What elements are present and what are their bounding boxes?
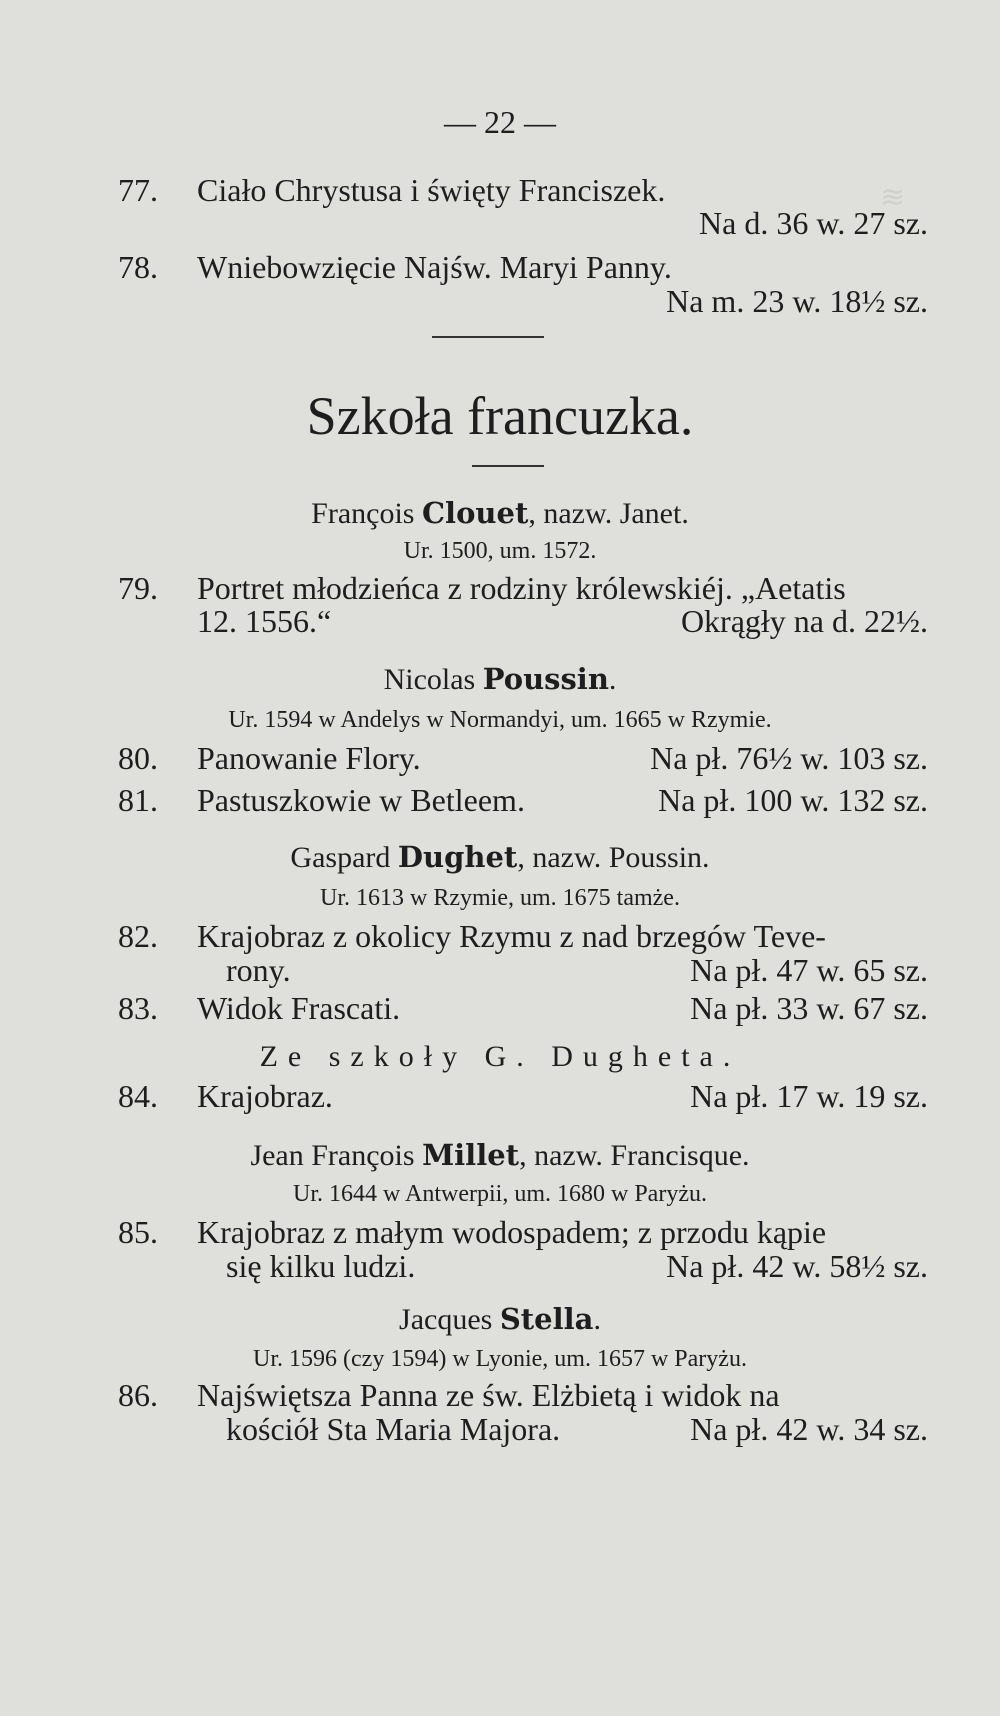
artist-first-name: Jean François bbox=[250, 1139, 423, 1172]
artist-surname: Millet bbox=[422, 1138, 520, 1172]
entry-title-continued: 12. 1556.“ bbox=[197, 603, 332, 639]
artist-dates: Ur. 1596 (czy 1594) w Lyonie, um. 1657 w Paryżu. bbox=[253, 1346, 747, 1372]
section-title: Szkoła francuzka. bbox=[306, 386, 694, 446]
artist-alias: . bbox=[593, 1303, 601, 1336]
entry-title: Panowanie Flory. bbox=[197, 740, 421, 776]
entry-size: Okrągły na d. 22½. bbox=[680, 603, 928, 639]
entry-number: 83. bbox=[118, 990, 158, 1026]
artist-dates: Ur. 1594 w Andelys w Normandyi, um. 1665 w Rzymie. bbox=[228, 707, 772, 733]
artist-alias: , nazw. Francisque. bbox=[519, 1139, 750, 1172]
entry-size: Na pł. 47 w. 65 sz. bbox=[690, 952, 928, 988]
artist-heading bbox=[0, 1138, 1000, 1173]
page-number: — 22 — bbox=[444, 104, 556, 140]
artist-surname: Clouet bbox=[421, 496, 529, 530]
entry-title: Wniebowzięcie Najśw. Maryi Panny. bbox=[197, 249, 672, 285]
entry-number: 86. bbox=[118, 1377, 158, 1413]
artist-heading bbox=[0, 496, 1000, 531]
entry-size: Na pł. 42 w. 58½ sz. bbox=[666, 1248, 928, 1284]
entry-title: Krajobraz z okolicy Rzymu z nad brzegów Teve- bbox=[197, 918, 826, 954]
entry-title: Widok Frascati. bbox=[197, 990, 401, 1026]
entry-title-continued: kościół Sta Maria Majora. bbox=[226, 1411, 561, 1447]
entry-title: Pastuszkowie w Betleem. bbox=[197, 782, 525, 818]
entry-number: 85. bbox=[118, 1214, 158, 1250]
entry-number: 79. bbox=[118, 570, 158, 606]
artist-surname: Dughet bbox=[397, 840, 518, 874]
artist-alias: , nazw. Janet. bbox=[528, 497, 689, 530]
entry-size: Na pł. 42 w. 34 sz. bbox=[690, 1411, 928, 1447]
entry-number: 81. bbox=[118, 782, 158, 818]
artist-surname: Poussin bbox=[482, 662, 609, 696]
entry-number: 82. bbox=[118, 918, 158, 954]
entry-size: Na m. 23 w. 18½ sz. bbox=[666, 283, 928, 319]
school-heading: Ze szkoły G. Dugheta. bbox=[259, 1040, 741, 1073]
entry-number: 84. bbox=[118, 1078, 158, 1114]
entry-size: Na d. 36 w. 27 sz. bbox=[699, 205, 928, 241]
entry-number: 78. bbox=[118, 249, 158, 285]
artist-alias: . bbox=[608, 663, 617, 696]
artist-dates: Ur. 1644 w Antwerpii, um. 1680 w Paryżu. bbox=[293, 1181, 707, 1207]
artist-first-name: Gaspard bbox=[290, 841, 398, 874]
artist-heading bbox=[0, 840, 1000, 875]
entry-number: 80. bbox=[118, 740, 158, 776]
artist-alias: , nazw. Poussin. bbox=[517, 841, 710, 874]
artist-surname: Stella bbox=[499, 1302, 594, 1336]
bleed-through-text: ≋ bbox=[880, 181, 906, 214]
entry-title: Krajobraz z małym wodospadem; z przodu kąpie bbox=[197, 1214, 827, 1250]
entry-title: Najświętsza Panna ze św. Elżbietą i widok na bbox=[197, 1377, 780, 1413]
entry-size: Na pł. 76½ w. 103 sz. bbox=[650, 740, 928, 776]
artist-heading bbox=[0, 662, 1000, 697]
entry-title: Krajobraz. bbox=[197, 1078, 333, 1114]
artist-dates: Ur. 1500, um. 1572. bbox=[403, 538, 597, 564]
entry-title-continued: się kilku ludzi. bbox=[226, 1248, 416, 1284]
entry-title: Ciało Chrystusa i święty Franciszek. bbox=[197, 172, 666, 208]
entry-size: Na pł. 17 w. 19 sz. bbox=[690, 1078, 928, 1114]
artist-heading bbox=[0, 1302, 1000, 1337]
divider-rule bbox=[432, 336, 544, 338]
artist-first-name: Jacques bbox=[399, 1303, 500, 1336]
artist-first-name: François bbox=[311, 497, 422, 530]
artist-first-name: Nicolas bbox=[383, 663, 483, 696]
entry-title: Portret młodzieńca z rodziny królewskiéj. „Aetatis bbox=[197, 570, 846, 606]
entry-number: 77. bbox=[118, 172, 158, 208]
artist-dates: Ur. 1613 w Rzymie, um. 1675 tamże. bbox=[320, 885, 680, 911]
entry-size: Na pł. 100 w. 132 sz. bbox=[658, 782, 928, 818]
entry-size: Na pł. 33 w. 67 sz. bbox=[690, 990, 928, 1026]
entry-title-continued: rony. bbox=[226, 952, 291, 988]
divider-rule bbox=[472, 465, 544, 467]
